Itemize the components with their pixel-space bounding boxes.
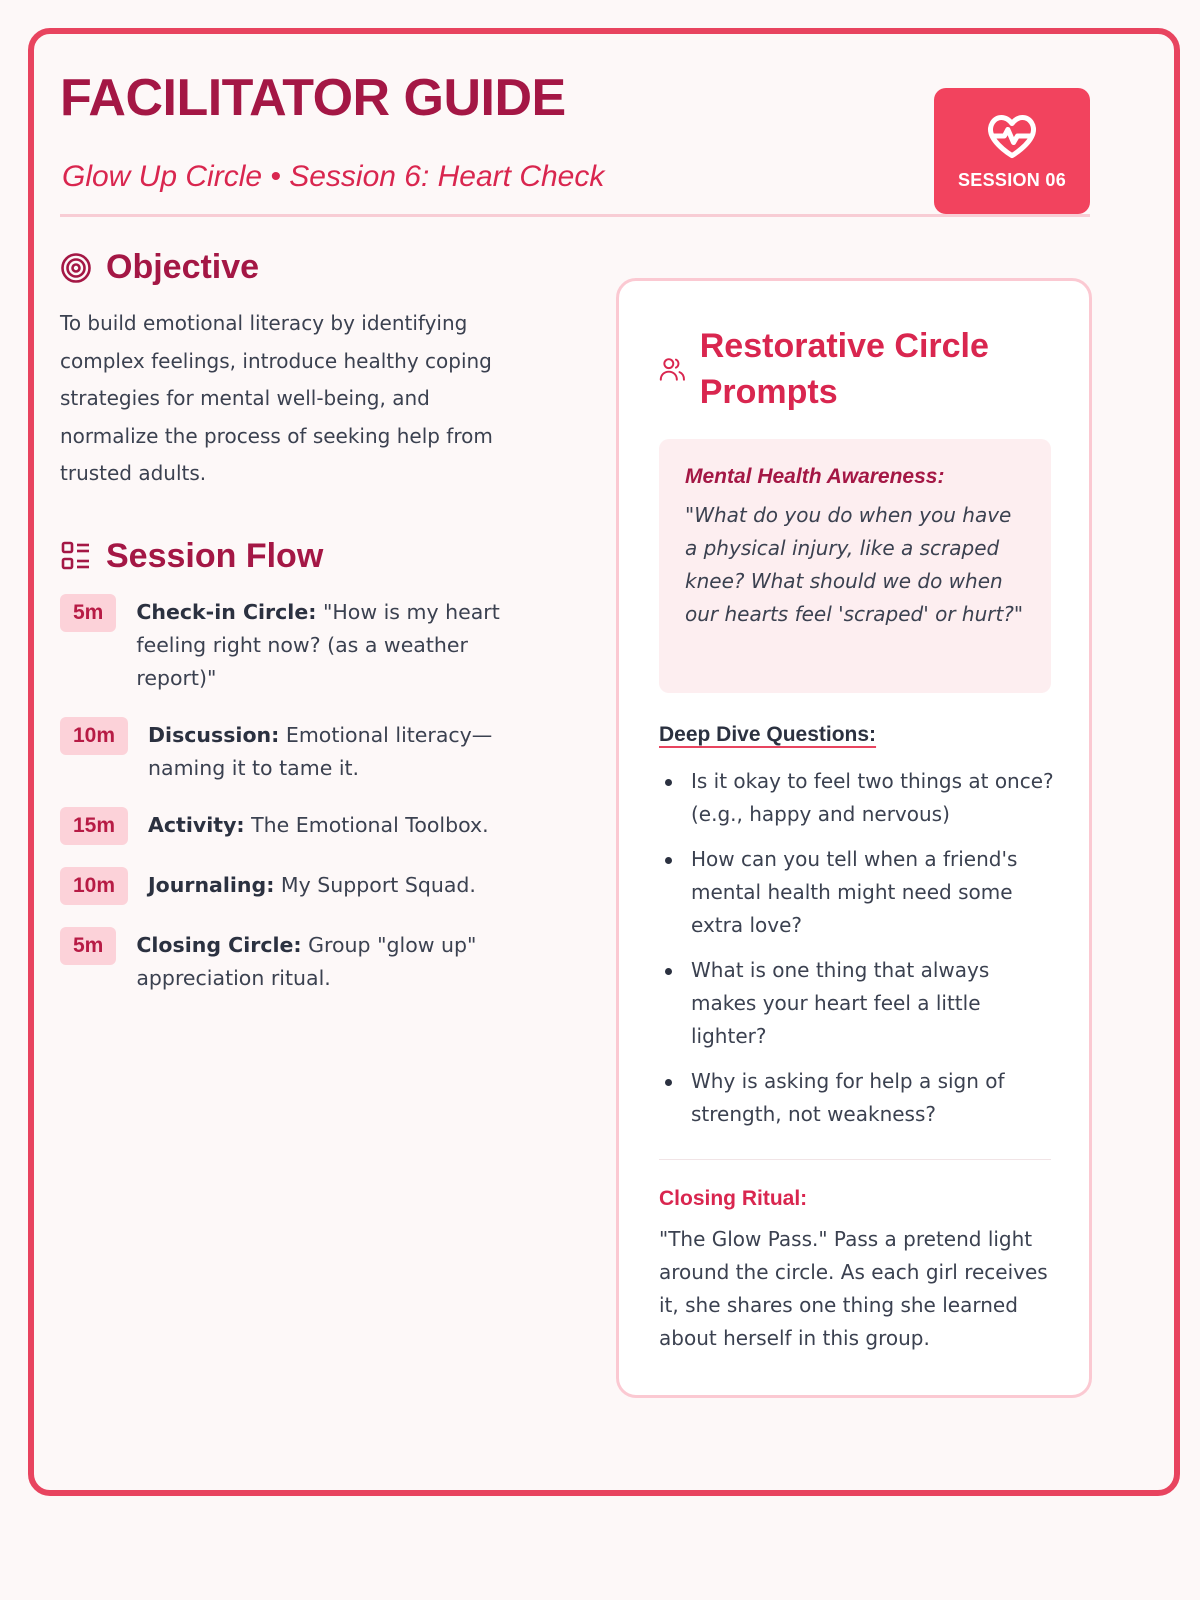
objective-heading	[60, 248, 520, 287]
flow-item-text	[148, 807, 489, 842]
deep-dive-question: What is one thing that always makes your heart feel a little lighter?	[659, 954, 1059, 1053]
closing-ritual-text: "The Glow Pass." Pass a pretend light around the circle. As each girl receives it, she shares one thing she learned about herself in this group.	[659, 1227, 1048, 1350]
session-badge-label: SESSION 06	[957, 170, 1067, 190]
flow-item-label: Discussion:	[148, 722, 280, 747]
flow-item	[60, 717, 520, 785]
prompts-card-title: Restorative Circle Prompts	[699, 327, 989, 411]
time-pill: 5m	[60, 594, 116, 632]
flow-item-text	[136, 927, 520, 995]
flow-item-desc: Group "glow up" appreciation ritual.	[136, 932, 477, 990]
card-divider	[659, 1159, 1051, 1160]
flow-item	[60, 927, 520, 995]
deep-dive-question: Is it okay to feel two things at once? (e.g., happy and nervous)	[659, 765, 1059, 831]
flow-item	[60, 867, 520, 905]
flow-item-text	[148, 867, 476, 902]
target-icon	[60, 252, 92, 284]
prompts-card-heading	[659, 323, 1089, 415]
objective-text: To build emotional literacy by identifying complex feelings, introduce healthy coping strategies for mental well-being, and normalize the process of seeking help from trusted adults.	[60, 311, 493, 485]
flow-item-desc: My Support Squad.	[274, 872, 476, 897]
header	[60, 68, 1090, 210]
session-flow-title: Session Flow	[106, 536, 324, 575]
session-flow-list	[60, 594, 520, 995]
flow-item-desc: The Emotional Toolbox.	[244, 812, 489, 837]
list-icon	[60, 540, 92, 572]
users-icon	[659, 354, 686, 384]
left-column	[60, 248, 520, 1017]
time-pill: 15m	[60, 807, 128, 845]
flow-item	[60, 807, 520, 845]
flow-item-label: Journaling:	[148, 872, 275, 897]
session-flow-heading	[60, 537, 520, 576]
flow-item-desc: Emotional literacy—naming it to tame it.	[148, 722, 493, 780]
flow-item-text	[148, 717, 520, 785]
flow-item-desc: "How is my heart feeling right now? (as a weather report)"	[136, 599, 500, 690]
session-badge	[934, 88, 1090, 214]
flow-item-text	[136, 594, 520, 695]
deep-dive-heading: Deep Dive Questions:	[659, 723, 877, 746]
header-divider	[60, 214, 1090, 217]
page-subtitle: Glow Up Circle • Session 6: Heart Check	[62, 160, 605, 193]
awareness-label: Mental Health Awareness:	[685, 465, 945, 488]
flow-item-label: Closing Circle:	[136, 932, 302, 957]
flow-item-label: Activity:	[148, 812, 245, 837]
deep-dive-list	[659, 765, 1059, 1143]
awareness-prompt-box	[659, 439, 1051, 693]
flow-item-label: Check-in Circle:	[136, 599, 317, 624]
deep-dive-question: Why is asking for help a sign of strength, not weakness?	[659, 1065, 1059, 1131]
flow-item	[60, 594, 520, 695]
prompts-card	[616, 278, 1092, 1398]
heart-pulse-icon	[985, 112, 1039, 160]
time-pill: 5m	[60, 927, 116, 965]
page-title: FACILITATOR GUIDE	[60, 69, 566, 127]
time-pill: 10m	[60, 717, 128, 755]
deep-dive-question: How can you tell when a friend's mental health might need some extra love?	[659, 843, 1059, 942]
time-pill: 10m	[60, 867, 128, 905]
objective-title: Objective	[106, 248, 260, 286]
closing-ritual-heading: Closing Ritual:	[659, 1187, 808, 1210]
awareness-text: "What do you do when you have a physical injury, like a scraped knee? What should we do when our hearts feel 'scraped' or hurt?"	[685, 503, 1024, 626]
